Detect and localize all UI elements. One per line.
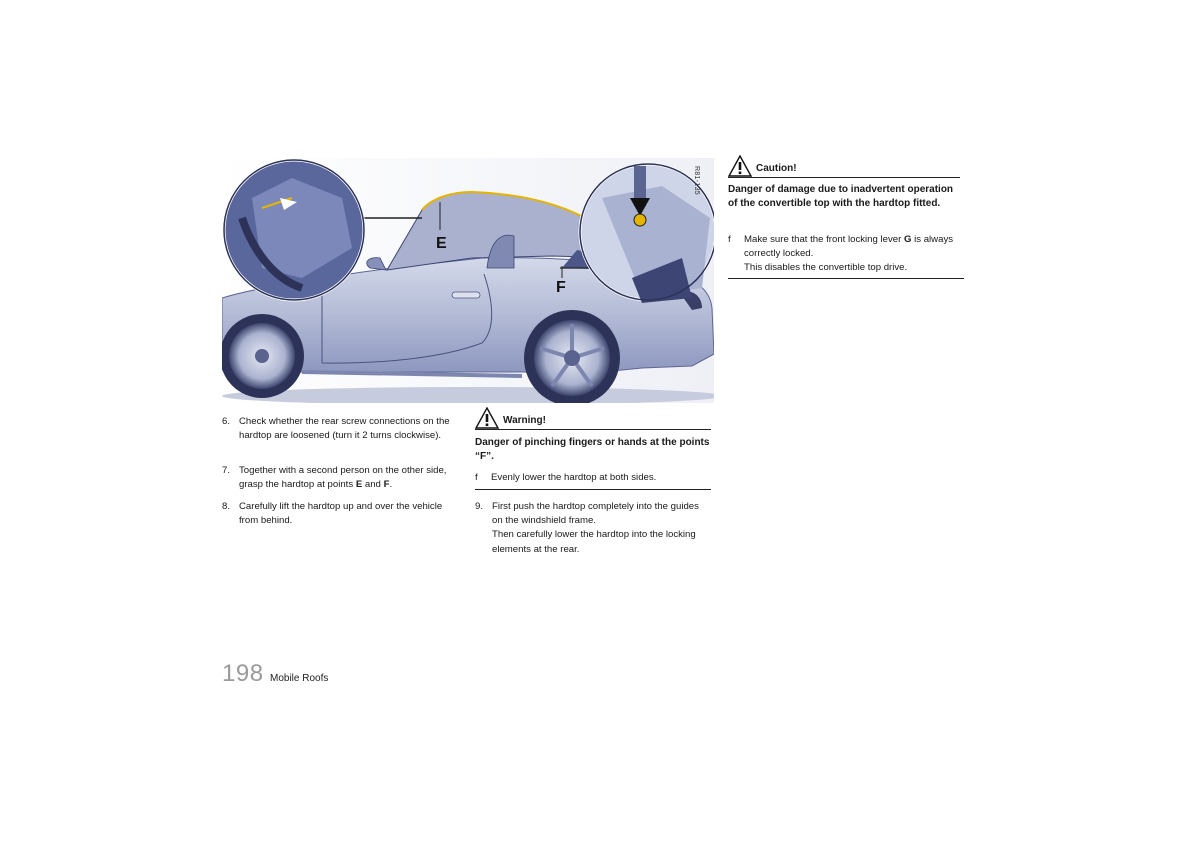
- point-f-label: F: [556, 279, 566, 296]
- point-e-ref: E: [355, 479, 363, 491]
- warning-label: Warning!: [503, 415, 546, 426]
- figure-code: R81-135: [693, 166, 700, 195]
- point-f-ref: F: [383, 479, 390, 491]
- warning-item: f Evenly lower the hardtop at both sides.: [475, 471, 711, 485]
- warning-header: [475, 407, 711, 430]
- car-drawing: [222, 158, 714, 403]
- caution-label: Caution!: [756, 163, 797, 174]
- step-number: 8.: [222, 501, 231, 512]
- caution-header: [728, 155, 960, 178]
- step-number: 6.: [222, 416, 231, 427]
- bullet: f: [475, 472, 478, 483]
- caution-divider: [728, 278, 964, 279]
- caution-triangle-icon: [728, 155, 752, 177]
- warning-divider: [475, 489, 711, 490]
- step-number: 7.: [222, 465, 231, 476]
- step-text: Check whether the rear screw connections on the hardtop are loosened (turn it 2 turns clockwise).: [239, 416, 450, 442]
- caution-item: f Make sure that the front locking lever G is always correctly locked. This disables the convertible top drive.: [728, 233, 964, 276]
- step-6: [222, 415, 460, 443]
- step-text-continued: Then carefully lower the hardtop into the locking elements at the rear.: [492, 529, 696, 555]
- step-text: First push the hardtop completely into the guides on the windshield frame.: [492, 501, 699, 527]
- front-wheel: [222, 314, 304, 398]
- section-title: Mobile Roofs: [270, 673, 329, 684]
- step-number: 9.: [475, 501, 484, 512]
- lever-g-ref: G: [903, 234, 912, 245]
- rear-wheel: [524, 310, 620, 403]
- bullet: f: [728, 234, 731, 245]
- step-8: [222, 500, 460, 528]
- left-detail-inset: [224, 160, 364, 300]
- page-number: 198: [222, 660, 264, 687]
- warning-triangle-icon: [475, 407, 499, 429]
- caution-item-continued: This disables the convertible top drive.: [744, 262, 908, 274]
- point-e-label: E: [436, 235, 447, 252]
- hardtop-illustration: [222, 158, 714, 403]
- warning-headline: Danger of pinching fingers or hands at the points “F”.: [475, 437, 710, 463]
- step-9: [475, 500, 711, 557]
- caution-headline: Danger of damage due to inadvertent operation of the convertible top with the hardtop fitted.: [728, 184, 954, 210]
- step-7: [222, 464, 460, 492]
- step-text: Together with a second person on the other side, grasp the hardtop at points E and F.: [239, 465, 447, 491]
- step-text: Carefully lift the hardtop up and over the vehicle from behind.: [239, 501, 443, 527]
